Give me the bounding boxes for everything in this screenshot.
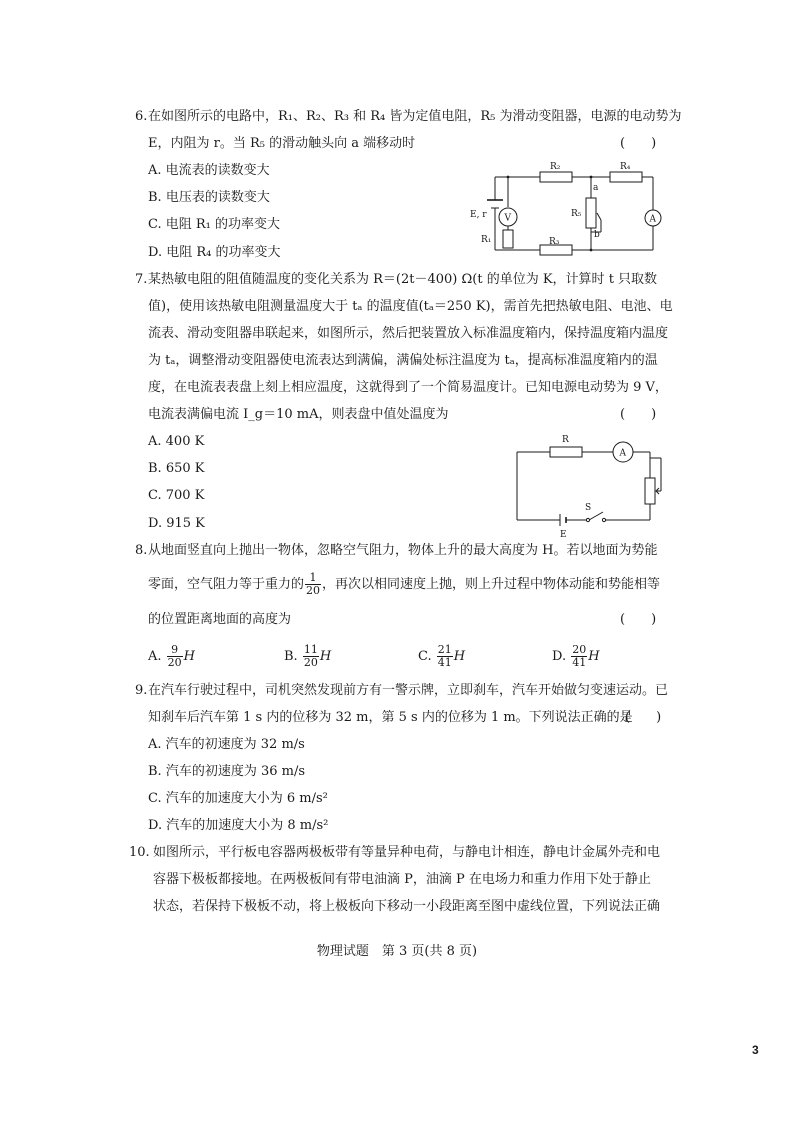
- q8-option-a-var: H: [183, 649, 196, 664]
- q7-line-6: 电流表满偏电流 I_g＝10 mA，则表盘中值处温度为: [148, 407, 449, 422]
- q9-line-1: 在汽车行驶过程中，司机突然发现前方有一警示牌，立即刹车，汽车开始做匀变速运动。已: [148, 683, 669, 698]
- q6-option-c: C. 电阻 R₁ 的功率变大: [148, 217, 281, 232]
- q9-line-2: 知刹车后汽车第 1 s 内的位移为 32 m，第 5 s 内的位移为 1 m。下列说法正确的是: [148, 710, 633, 725]
- q9-option-c: C. 汽车的加速度大小为 6 m/s²: [148, 791, 328, 806]
- q8-option-c-num: 21: [437, 643, 452, 656]
- q10-line-1: 如图所示，平行板电容器两极板带有等量异种电荷，与静电计相连，静电计金属外壳和电: [153, 845, 661, 860]
- q7-label-r: R: [562, 435, 569, 445]
- q6-label-source: E, r: [470, 210, 487, 220]
- q7-line-3: 流表、滑动变阻器串联起来，如图所示，然后把装置放入标准温度箱内，保持温度箱内温度: [148, 326, 669, 341]
- q8-option-b-letter: B.: [284, 649, 298, 664]
- q8-option-c-den: 41: [437, 656, 452, 669]
- q7-option-c: C. 700 K: [148, 488, 205, 503]
- q8-line-2: [148, 572, 660, 597]
- q8-option-a-letter: A.: [148, 649, 162, 664]
- q8-option-d-letter: D.: [552, 649, 567, 664]
- q8-fraction: [305, 572, 321, 597]
- q7-ammeter-icon: A: [619, 448, 626, 459]
- q6-answer-paren: ( ): [620, 136, 657, 151]
- q9-answer-paren: ( ): [625, 710, 662, 725]
- q7-number: 7.: [135, 272, 148, 287]
- q8-line-1: 从地面竖直向上抛出一物体，忽略空气阻力，物体上升的最大高度为 H。若以地面为势能: [148, 543, 658, 558]
- q9-option-b: B. 汽车的初速度为 36 m/s: [148, 764, 306, 779]
- q6-label-b: b: [594, 230, 600, 240]
- page-footer: 物理试题 第 3 页(共 8 页): [316, 944, 478, 959]
- q8-option-b-var: H: [319, 649, 332, 664]
- q8-option-c: [418, 644, 465, 669]
- q8-option-d-var: H: [588, 649, 600, 664]
- q7-line-2: 值)，使用该热敏电阻测量温度大于 tₐ 的温度值(tₐ＝250 K)，需首先把热敏电阻、电池、电: [148, 299, 673, 314]
- q8-option-d-fraction: [571, 644, 587, 669]
- q9-option-a: A. 汽车的初速度为 32 m/s: [148, 737, 305, 752]
- q6-number: 6.: [135, 109, 148, 124]
- q6-option-b: B. 电压表的读数变大: [148, 190, 270, 205]
- q7-option-d: D. 915 K: [148, 516, 205, 531]
- q6-line-1: 在如图所示的电路中，R₁、R₂、R₃ 和 R₄ 皆为定值电阻，R₅ 为滑动变阻器，电源的电动势为: [148, 109, 682, 124]
- q7-circuit-diagram: [505, 430, 675, 540]
- q8-option-d: [552, 644, 600, 669]
- q8-option-c-letter: C.: [418, 649, 432, 664]
- page-number: 3: [752, 1043, 759, 1057]
- q6-option-d: D. 电阻 R₄ 的功率变大: [148, 245, 281, 260]
- q7-line-5: 度，在电流表表盘上刻上相应温度，这就得到了一个简易温度计。已知电源电动势为 9 V，: [148, 380, 668, 395]
- q6-label-r1: R₁: [481, 235, 492, 245]
- q10-number: 10.: [129, 845, 150, 860]
- q10-line-2: 容器下极板都接地。在两极板间有带电油滴 P，油滴 P 在电场力和重力作用下处于静止: [153, 872, 651, 887]
- q8-option-b-den: 20: [303, 656, 318, 669]
- q8-option-a-fraction: [167, 644, 183, 669]
- q6-line-2: E，内阻为 r。当 R₅ 的滑动触头向 a 端移动时: [148, 136, 416, 151]
- q7-option-b: B. 650 K: [148, 461, 205, 476]
- q8-option-a: [148, 644, 195, 669]
- q7-answer-paren: ( ): [620, 407, 657, 422]
- q10-line-3: 状态，若保持下极板不动，将上极板向下移动一小段距离至图中虚线位置，下列说法正确: [153, 899, 661, 914]
- q7-line-4: 为 tₐ，调整滑动变阻器使电流表达到满偏，满偏处标注温度为 tₐ，提高标准温度箱内的温: [148, 353, 658, 368]
- q8-option-c-var: H: [453, 649, 466, 664]
- q8-number: 8.: [135, 543, 148, 558]
- q8-option-b-num: 11: [303, 643, 318, 656]
- q8-option-b: [284, 644, 331, 669]
- q6-label-r2: R₂: [550, 162, 561, 172]
- q8-line-3: 的位置距离地面的高度为: [148, 612, 292, 627]
- q9-option-d: D. 汽车的加速度大小为 8 m/s²: [148, 818, 329, 833]
- q8-option-a-den: 20: [167, 656, 182, 669]
- q8-option-b-fraction: [303, 644, 319, 669]
- q8-answer-paren: ( ): [620, 612, 657, 627]
- q7-label-s: S: [585, 503, 592, 513]
- q8-line-2-post: ，再次以相同速度上抛，则上升过程中物体动能和势能相等: [322, 577, 661, 592]
- q8-option-d-den: 41: [572, 656, 587, 669]
- q8-fraction-den: 20: [306, 584, 321, 597]
- q7-label-e: E: [560, 530, 567, 540]
- q7-line-1: 某热敏电阻的阻值随温度的变化关系为 R＝(2t－400) Ω(t 的单位为 K，计算时 t 只取数: [148, 272, 658, 287]
- q8-fraction-num: 1: [305, 572, 321, 585]
- q6-label-a: a: [593, 183, 599, 193]
- q8-option-c-fraction: [437, 644, 453, 669]
- voltmeter-icon: V: [504, 213, 511, 224]
- q6-label-r4: R₄: [620, 162, 631, 172]
- q6-label-r3: R₃: [549, 237, 560, 247]
- q9-number: 9.: [135, 683, 148, 698]
- q6-circuit-diagram: [470, 160, 670, 260]
- q8-option-d-num: 20: [572, 643, 587, 656]
- ammeter-icon: A: [649, 214, 656, 225]
- q8-line-2-pre: 零面，空气阻力等于重力的: [148, 577, 305, 592]
- q8-option-a-num: 9: [167, 644, 183, 657]
- q6-label-r5: R₅: [571, 209, 582, 219]
- q7-option-a: A. 400 K: [148, 434, 205, 449]
- q6-option-a: A. 电流表的读数变大: [148, 163, 270, 178]
